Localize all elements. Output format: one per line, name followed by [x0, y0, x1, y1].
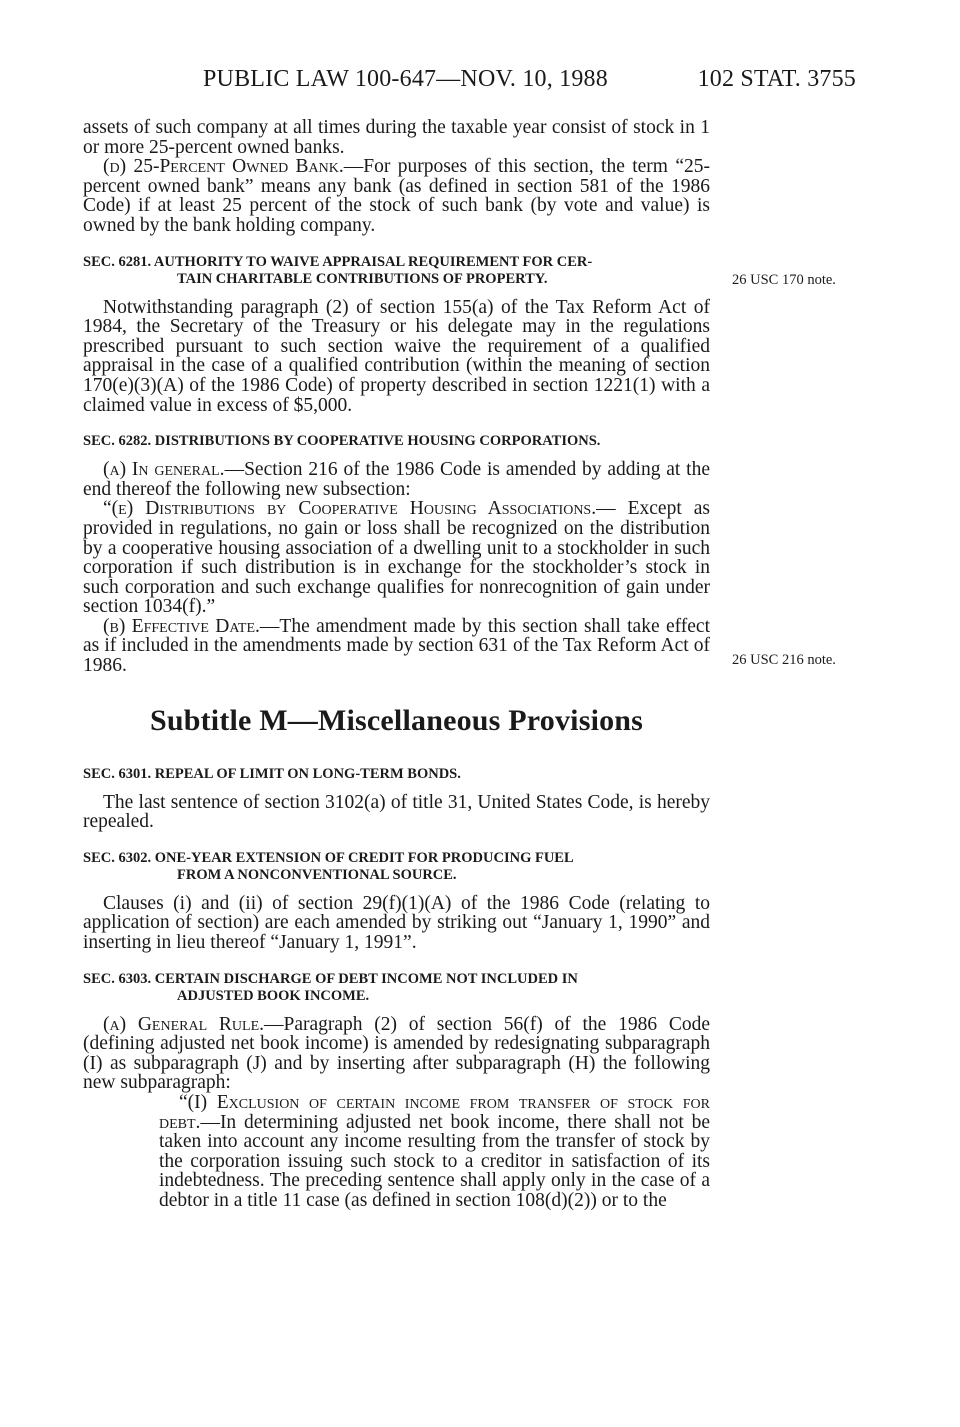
section-6301-title: REPEAL OF LIMIT ON LONG-TERM BONDS. — [154, 765, 461, 782]
section-6302-text: Clauses (i) and (ii) of section 29(f)(1)(A) of the 1986 Code (relating to application of section) are each amended by striking out “January 1, 1990” and inserting in lieu thereof “January 1, 1991”. — [83, 892, 710, 954]
section-6282-heading — [83, 433, 710, 450]
section-6282-a-text: —Section 216 of the 1986 Code is amended by adding at the end thereof the following new subsection: — [83, 459, 710, 500]
subtitle-m-heading: Subtitle M—Miscellaneous Provisions — [149, 703, 644, 737]
subparagraph-I-heading: “(I) Exclusion of certain income from transfer of stock for debt. — [159, 1092, 710, 1133]
quoted-subparagraph-block — [83, 1093, 710, 1211]
section-6302-title-line2: FROM A NONCONVENTIONAL SOURCE. — [177, 866, 457, 883]
section-6281-heading — [83, 254, 710, 288]
section-6282-a-heading: (a) In general. — [103, 459, 225, 481]
section-6303-number: SEC. 6303. — [83, 970, 152, 987]
margin-note-6281: 26 USC 170 note. — [732, 272, 836, 288]
section-6301-number: SEC. 6301. — [83, 765, 152, 782]
paragraph-continuation: assets of such company at all times during the taxable year consist of stock in 1 or more 25-percent owned banks. — [83, 117, 710, 158]
section-6282-e — [83, 499, 710, 617]
running-header-stat-page: 102 STAT. 3755 — [697, 66, 856, 92]
section-6281-number: SEC. 6281. — [83, 253, 152, 270]
section-6282-b-text: —The amendment made by this section shall take effect as if included in the amendments made by section 631 of the Tax Reform Act of 1986. — [83, 615, 710, 677]
section-6303-heading — [83, 971, 710, 1005]
section-6282-a — [83, 460, 710, 499]
section-6303-a-heading: (a) General Rule. — [103, 1013, 264, 1035]
main-text-column — [83, 118, 710, 1211]
section-6301-heading — [83, 766, 710, 783]
subparagraph-I — [159, 1093, 710, 1211]
section-6303-a-text: —Paragraph (2) of section 56(f) of the 1986 Code (defining adjusted net book income) is amended by redesignating subparagraph (I) as subparagraph (J) and by inserting after subparagraph (H) the following new subparagraph: — [83, 1013, 710, 1094]
section-6303-title-line1: CERTAIN DISCHARGE OF DEBT INCOME NOT INCLUDED IN — [154, 970, 578, 987]
section-6282-b — [83, 617, 710, 676]
section-6303-a — [83, 1015, 710, 1093]
section-6281-title-line2: TAIN CHARITABLE CONTRIBUTIONS OF PROPERTY. — [177, 270, 548, 287]
section-6302-number: SEC. 6302. — [83, 849, 152, 866]
section-6302-heading — [83, 850, 710, 884]
section-6282-e-heading: “(e) Distributions by Cooperative Housing Associations. — [103, 498, 597, 520]
section-6282-b-heading: (b) Effective Date. — [103, 615, 260, 637]
section-6303-title-line2: ADJUSTED BOOK INCOME. — [177, 987, 370, 1004]
section-6281-title-line1: AUTHORITY TO WAIVE APPRAISAL REQUIREMENT FOR CER- — [153, 253, 593, 270]
section-6301-text: The last sentence of section 3102(a) of title 31, United States Code, is hereby repealed. — [83, 791, 710, 833]
section-6302-title-line1: ONE-YEAR EXTENSION OF CREDIT FOR PRODUCING FUEL — [154, 849, 574, 866]
subparagraph-I-text: —In determining adjusted net book income, there shall not be taken into account any income resulting from the transfer of stock by the corporation issuing such stock to a creditor in satisfaction of its indebtedness. The preceding sentence shall apply only in the case of a debtor in a title 11 case (as defined in section 108(d)(2)) or to the — [159, 1111, 710, 1211]
paragraph-d-heading: (d) 25-Percent Owned Bank. — [103, 156, 344, 178]
section-6282-e-text: — Except as provided in regulations, no gain or loss shall be recognized on the distribution by a cooperative housing association of a dwelling unit to a stockholder in such corporation if such distribution is in exchange for the stockholder’s stock in such corporation and such exchange qualifies for nonrecognition of gain under section 1034(f).” — [83, 498, 710, 618]
section-6282-title: DISTRIBUTIONS BY COOPERATIVE HOUSING CORPORATIONS. — [154, 433, 601, 450]
running-header-title: PUBLIC LAW 100-647—NOV. 10, 1988 — [203, 66, 608, 92]
section-6282-number: SEC. 6282. — [83, 433, 152, 450]
section-6281-text: Notwithstanding paragraph (2) of section 155(a) of the Tax Reform Act of 1984, the Secretary of the Treasury or his delegate may in the regulations prescribed pursuant to such section waive the requirement of a qualified appraisal in the case of a qualified contribution (within the meaning of section 170(e)(3)(A) of the 1986 Code) of property described in section 1221(1) with a claimed value in excess of $5,000. — [83, 296, 710, 416]
paragraph-d — [83, 157, 710, 235]
paragraph-d-text: —For purposes of this section, the term “25-percent owned bank” means any bank (as defined in section 581 of the 1986 Code) if at least 25 percent of the stock of such bank (by vote and value) is owned by the bank holding company. — [83, 156, 710, 236]
margin-note-6282b: 26 USC 216 note. — [732, 652, 836, 668]
